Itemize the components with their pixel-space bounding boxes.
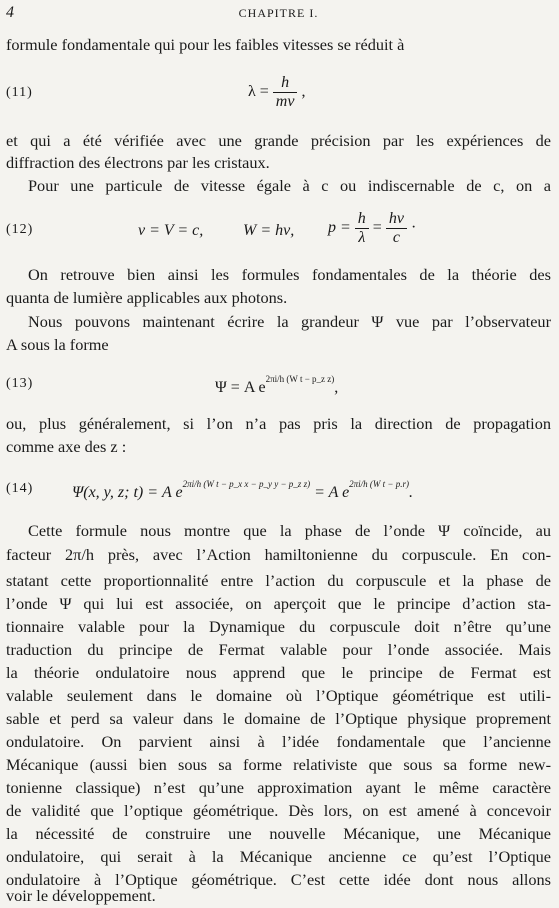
text-line: A sous la forme	[6, 335, 109, 354]
fraction-denominator: λ	[358, 229, 366, 246]
text-line: et qui a été vérifiée avec une grande précision par les expériences de	[6, 131, 551, 150]
exponent: 2πi/h (W t − p.r)	[349, 479, 409, 489]
equation-12	[0, 210, 559, 250]
chapter-title: CHAPITRE I.	[238, 6, 319, 20]
fraction-numerator: h	[273, 74, 298, 93]
fraction-denominator: c	[392, 229, 400, 246]
text-line: tionnaire valable pour la Dynamique du corpuscule doit n’être qu’une	[6, 617, 551, 636]
fraction-denominator: mv	[275, 93, 295, 110]
equation-body	[72, 479, 413, 502]
exponent: 2πi/h (W t − p_z z)	[265, 374, 335, 384]
fraction	[273, 74, 298, 111]
text-line: Pour une particule de vitesse égale à c ou indiscernable de c, on a	[28, 176, 551, 195]
equation-11	[0, 74, 559, 114]
fraction-numerator: hν	[386, 210, 407, 229]
equation-lhs: p =	[328, 219, 351, 237]
equation-part: v = V = c,	[138, 222, 204, 239]
equation-lhs: Ψ(x, y, z; t) = A e	[72, 484, 183, 501]
text-line: de validité que l’optique géométrique. Dès lors, on est amené à concevoir	[6, 801, 551, 820]
text-line: statant cette proportionnalité entre l’action du corpuscule et la phase de	[6, 571, 551, 590]
fraction	[355, 210, 369, 247]
equation-tail: .	[409, 484, 413, 501]
exponent: 2πi/h (W t − p_x x − p_y y − p_z z)	[182, 479, 311, 489]
text-line: ondulatoire, qui serait à la Mécanique ancienne ce qu’est l’Optique	[6, 847, 551, 866]
text-line: ondulatoire. On parvient ainsi à l’idée fondamentale que l’ancienne	[6, 732, 551, 751]
text-line: ondulatoire à l’Optique géométrique. C’est cette idée dont nous allons	[6, 870, 551, 889]
text-line: Mécanique (aussi bien sous sa forme relativiste que sous sa forme new-	[6, 755, 551, 774]
text-line: tonienne classique) n’est qu’une approximation ayant le même caractère	[6, 778, 551, 797]
equation-mid: = A e	[314, 484, 350, 501]
text-line: quanta de lumière applicables aux photons.	[6, 288, 288, 307]
text-line: ou, plus généralement, si l’on n’a pas pris la direction de propagation	[6, 414, 551, 433]
equation-number: (11)	[6, 85, 33, 100]
text-line: la théorie ondulatoire nous apprend que le principe de Fermat est	[6, 663, 551, 682]
fraction	[386, 210, 407, 247]
text-line: la nécessité de construire une nouvelle Mécanique, une Mécanique	[6, 824, 551, 843]
text-line: formule fondamentale qui pour les faibles vitesses se réduit à	[6, 35, 405, 54]
equation-number: (13)	[6, 376, 34, 391]
equation-part: W = hν,	[243, 222, 295, 239]
equation-tail: ,	[334, 379, 339, 396]
text-line: Cette formule nous montre que la phase de l’onde Ψ coïncide, au	[28, 521, 551, 540]
text-line: comme axe des z :	[6, 437, 127, 456]
text-line: sable et perd sa valeur dans le domaine de l’Optique physique proprement	[6, 709, 551, 728]
equation-part: p = $\frac{h}{\lambda}$ = $\frac{h\nu}{c}$ ·	[328, 210, 417, 246]
equation-14	[0, 464, 559, 504]
equation-lhs: Ψ = A e	[215, 379, 266, 396]
text-line: facteur 2π/h près, avec l’Action hamiltonienne du corpuscule. En con-	[6, 545, 551, 564]
equation-tail: ·	[410, 219, 417, 237]
text-line: traduction du principe de Fermat valable pour l’onde associée. Mais	[6, 640, 551, 659]
page-number: 4	[6, 4, 14, 21]
text-line: Nous pouvons maintenant écrire la grandeur Ψ vue par l’observateur	[28, 312, 551, 331]
equation-number: (14)	[6, 481, 34, 496]
fraction-numerator: h	[355, 210, 369, 229]
equation-tail: ,	[301, 83, 306, 101]
text-line: valable seulement dans le domaine où l’Optique géométrique est utili-	[6, 686, 551, 705]
page-header	[6, 4, 551, 24]
text-line: diffraction des électrons par les cristaux.	[6, 153, 270, 172]
text-line: On retrouve bien ainsi les formules fondamentales de la théorie des	[28, 265, 551, 284]
text-line: voir le développement.	[6, 886, 156, 905]
equation-lhs: λ =	[248, 83, 269, 101]
equation-number: (12)	[6, 222, 34, 237]
text-line: l’onde Ψ qui lui est associée, on aperçoit que le principe d’action sta-	[6, 594, 551, 613]
equation-13	[0, 362, 559, 402]
equation-body	[215, 374, 338, 397]
equation-body	[248, 74, 305, 111]
